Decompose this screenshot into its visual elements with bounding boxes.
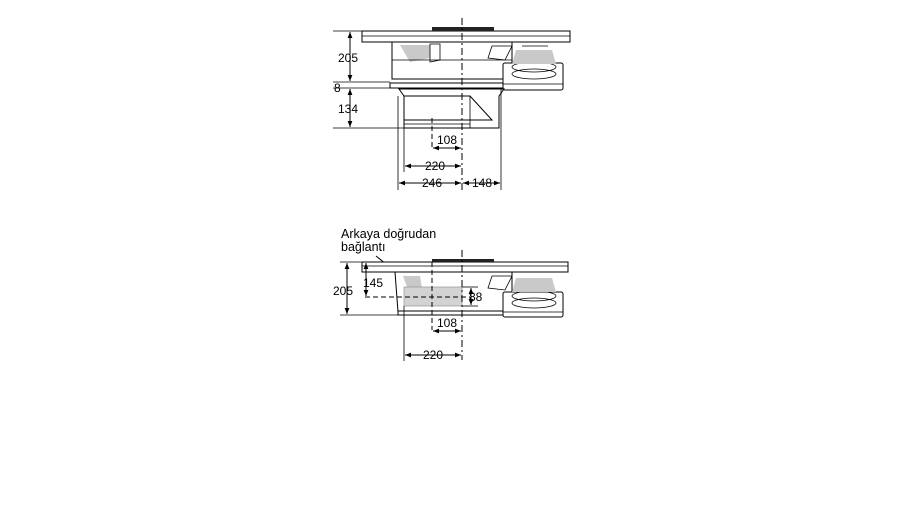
bottom-dim-205: 205 bbox=[333, 284, 354, 298]
bottom-side-view bbox=[333, 227, 568, 362]
top-side-view bbox=[333, 18, 570, 190]
top-dim-220: 220 bbox=[425, 159, 446, 173]
bottom-cooktop bbox=[362, 259, 568, 272]
top-base-rim bbox=[390, 83, 503, 88]
bottom-dim-88: 88 bbox=[469, 290, 483, 304]
top-cooktop bbox=[362, 27, 570, 42]
top-duct-box bbox=[399, 89, 504, 128]
top-dim-108: 108 bbox=[437, 133, 458, 147]
bottom-label-line2: bağlantı bbox=[341, 240, 386, 254]
top-dim-205: 205 bbox=[338, 51, 359, 65]
top-dim-148: 148 bbox=[472, 176, 493, 190]
bottom-dim-145: 145 bbox=[363, 276, 384, 290]
bottom-dim-220: 220 bbox=[423, 348, 444, 362]
top-dim-8: 8 bbox=[334, 81, 341, 95]
top-fan-housing bbox=[392, 42, 512, 79]
top-dim-134: 134 bbox=[338, 102, 359, 116]
bottom-dim-108: 108 bbox=[437, 316, 458, 330]
top-dim-246: 246 bbox=[422, 176, 443, 190]
bottom-base-rim bbox=[398, 311, 503, 315]
bottom-label-line1: Arkaya doğrudan bbox=[341, 227, 437, 241]
